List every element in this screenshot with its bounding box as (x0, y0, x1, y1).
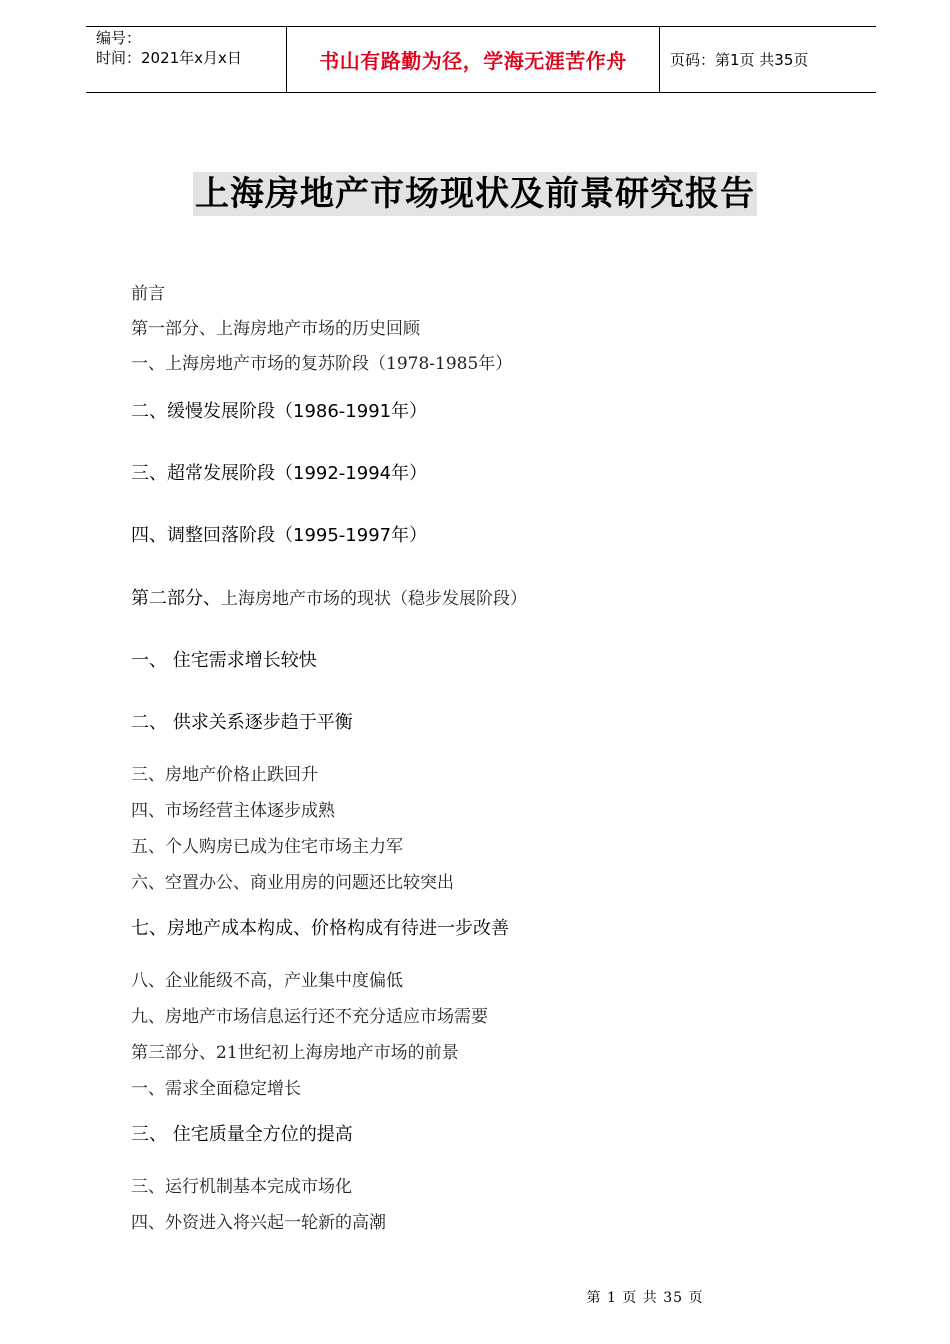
toc-item: 三、超常发展阶段（1992-1994年） (131, 463, 428, 484)
toc-item: 三、 住宅质量全方位的提高 (131, 1124, 353, 1145)
toc-item: 一、上海房地产市场的复苏阶段（1978-1985年） (131, 354, 513, 374)
toc-item: 二、缓慢发展阶段（1986-1991年） (131, 401, 428, 422)
title-wrapper (0, 172, 950, 216)
toc-item: 前言 (131, 284, 165, 304)
document-title: 上海房地产市场现状及前景研究报告 (195, 174, 755, 214)
toc-item: 七、房地产成本构成、价格构成有待进一步改善 (131, 918, 509, 939)
header-motto: 书山有路勤为径，学海无涯苦作舟 (287, 27, 660, 92)
toc-item: 三、房地产价格止跌回升 (131, 765, 318, 785)
header-page-label: 页码：第1页 共35页 (670, 51, 809, 69)
toc-item: 三、运行机制基本完成市场化 (131, 1177, 352, 1197)
document-header (86, 26, 876, 93)
toc-item: 八、企业能级不高，产业集中度偏低 (131, 971, 403, 991)
toc-item-tail: 上海房地产市场的现状（稳步发展阶段） (221, 589, 527, 609)
toc-item: 四、外资进入将兴起一轮新的高潮 (131, 1213, 386, 1233)
time-label: 时间：2021年x月x日 (96, 49, 242, 67)
toc-item: 一、需求全面稳定增长 (131, 1079, 301, 1099)
toc-item: 第一部分、上海房地产市场的历史回顾 (131, 319, 420, 339)
toc-item: 五、个人购房已成为住宅市场主力军 (131, 837, 403, 857)
number-label: 编号： (96, 29, 142, 47)
toc-item: 第三部分、21世纪初上海房地产市场的前景 (131, 1043, 459, 1063)
toc-item: 一、 住宅需求增长较快 (131, 650, 317, 671)
toc-item: 四、调整回落阶段（1995-1997年） (131, 525, 428, 546)
toc-item-head: 第二部分、 (131, 588, 221, 609)
toc-item: 二、 供求关系逐步趋于平衡 (131, 712, 353, 733)
page-footer: 第 1 页 共 35 页 (586, 1290, 704, 1306)
toc-item: 六、空置办公、商业用房的问题还比较突出 (131, 873, 454, 893)
toc-item: 四、市场经营主体逐步成熟 (131, 801, 335, 821)
header-meta (86, 27, 287, 92)
toc-item-mixed (131, 584, 527, 610)
toc-item: 九、房地产市场信息运行还不充分适应市场需要 (131, 1007, 488, 1027)
